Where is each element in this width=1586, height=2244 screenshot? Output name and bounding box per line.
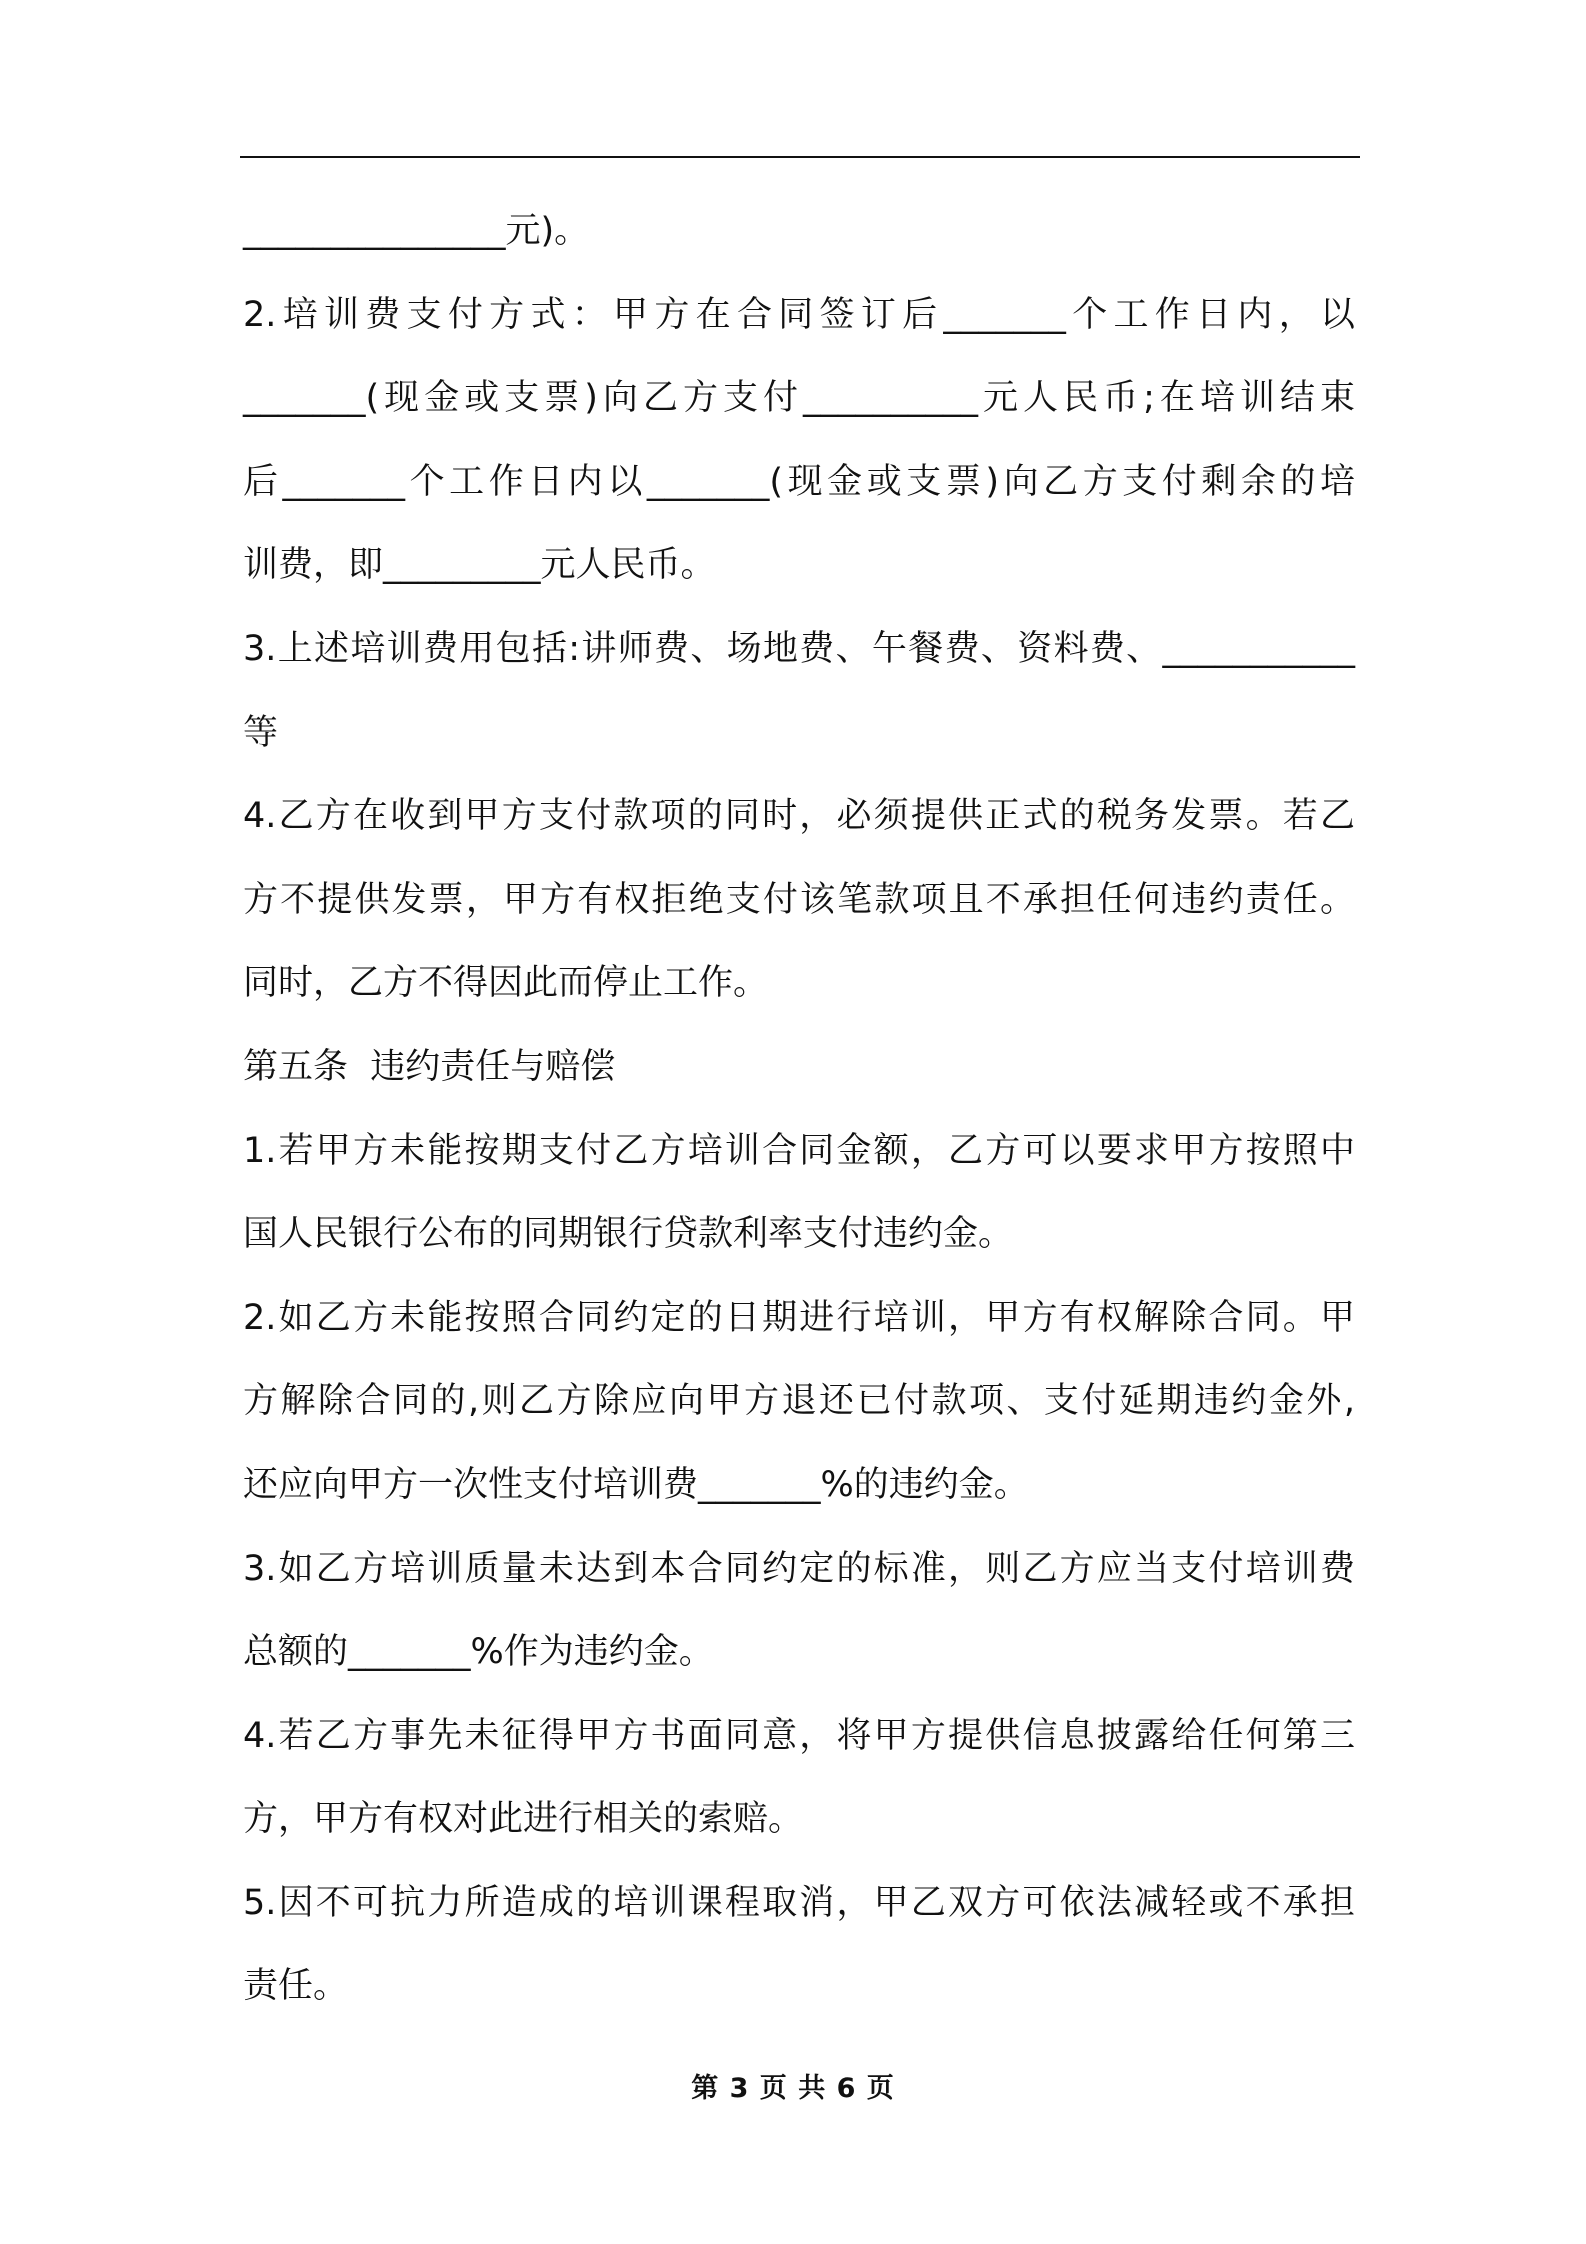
- header-rule: [240, 156, 1360, 158]
- text-line: 等: [243, 712, 279, 753]
- text-line: 2.培训费支付方式：甲方在合同签订后_______个工作日内，以: [243, 294, 1355, 335]
- text-line: 后_______个工作日内以_______(现金或支票)向乙方支付剩余的培: [243, 461, 1355, 502]
- text-line: 5.因不可抗力所造成的培训课程取消，甲乙双方可依法减轻或不承担: [243, 1882, 1355, 1923]
- text-line: 方，甲方有权对此进行相关的索赔。: [243, 1799, 804, 1840]
- text-line: 4.乙方在收到甲方支付款项的同时，必须提供正式的税务发票。若乙: [243, 796, 1355, 837]
- page-number: 第 3 页 共 6 页: [691, 2073, 895, 2104]
- text-line: _______________元)。: [243, 211, 590, 251]
- section-heading: 第五条 违约责任与赔偿: [243, 1046, 616, 1087]
- text-line: 3.如乙方培训质量未达到本合同约定的标准，则乙方应当支付培训费: [243, 1548, 1355, 1589]
- text-line: 训费，即_________元人民币。: [243, 545, 716, 586]
- text-line: 方不提供发票，甲方有权拒绝支付该笔款项且不承担任何违约责任。: [243, 879, 1355, 920]
- text-line: 国人民银行公布的同期银行贷款利率支付违约金。: [243, 1214, 1014, 1255]
- text-line: 1.若甲方未能按期支付乙方培训合同金额，乙方可以要求甲方按照中: [243, 1130, 1355, 1171]
- text-line: 3.上述培训费用包括:讲师费、场地费、午餐费、资料费、___________: [243, 628, 1355, 669]
- document-body: [243, 190, 1355, 2029]
- text-line: 还应向甲方一次性支付培训费_______%的违约金。: [243, 1464, 1029, 1505]
- text-line: 4.若乙方事先未征得甲方书面同意，将甲方提供信息披露给任何第三: [243, 1715, 1355, 1756]
- text-line: 方解除合同的,则乙方除应向甲方退还已付款项、支付延期违约金外,: [243, 1381, 1355, 1422]
- text-line: 责任。: [243, 1966, 349, 2007]
- text-line: 总额的_______%作为违约金。: [243, 1632, 714, 1673]
- text-line: _______(现金或支票)向乙方支付__________元人民币;在培训结束: [243, 378, 1355, 419]
- text-line: 同时，乙方不得因此而停止工作。: [243, 963, 769, 1004]
- text-line: 2.如乙方未能按照合同约定的日期进行培训，甲方有权解除合同。甲: [243, 1297, 1355, 1338]
